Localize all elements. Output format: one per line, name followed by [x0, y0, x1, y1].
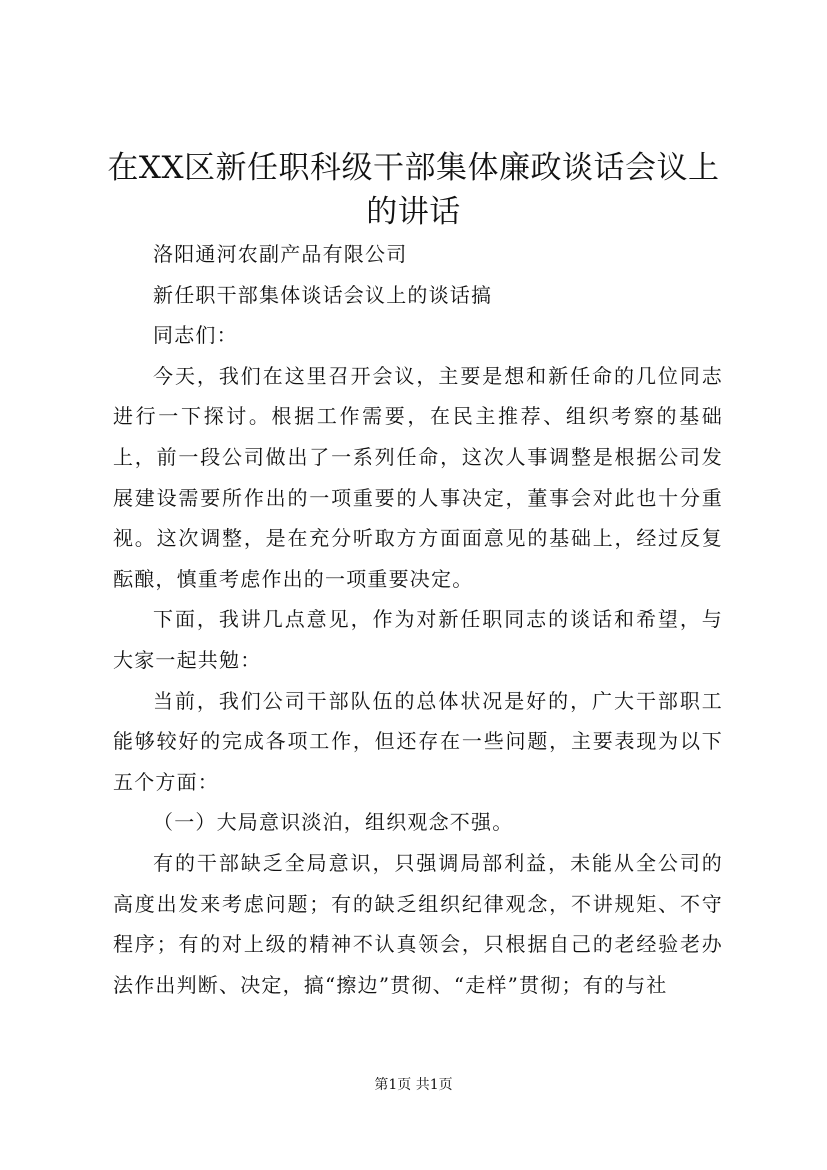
body-paragraph: 下面，我讲几点意见，作为对新任职同志的谈话和希望，与大家一起共勉：: [113, 607, 723, 672]
subtitle-line: 新任职干部集体谈话会议上的谈话搞: [153, 282, 493, 307]
section-heading: （一）大局意识淡泊，组织观念不强。: [153, 810, 514, 835]
page-number-footer: 第1页 共1页: [374, 1077, 453, 1093]
document-body: [113, 234, 723, 1005]
document-title: 在XX区新任职科级干部集体廉政谈话会议上的讲话: [107, 150, 720, 230]
body-paragraph: 当前，我们公司干部队伍的总体状况是好的，广大干部职工能够较好的完成各项工作，但还存在一些问题，主要表现为以下五个方面：: [113, 688, 723, 794]
company-name-line: 洛阳通河农副产品有限公司: [153, 242, 408, 266]
body-paragraph: 今天，我们在这里召开会议，主要是想和新任命的几位同志进行一下探讨。根据工作需要，在民主推荐、组织考察的基础上，前一段公司做出了一系列任命，这次人事调整是根据公司发展建设需要所作出的一项重要的人事决定，董事会对此也十分重视。这次调整，是在充分听取方方面面意见的基础上，经过反复酝酿，慎重考虑作出的一项重要决定。: [113, 363, 723, 591]
salutation: 同志们：: [153, 323, 238, 348]
body-paragraph: 有的干部缺乏全局意识，只强调局部利益，未能从全公司的高度出发来考虑问题；有的缺乏组织纪律观念，不讲规矩、不守程序；有的对上级的精神不认真领会，只根据自己的老经验老办法作出判断、决定，搞“擦边”贯彻、“走样”贯彻；有的与社: [113, 850, 723, 997]
